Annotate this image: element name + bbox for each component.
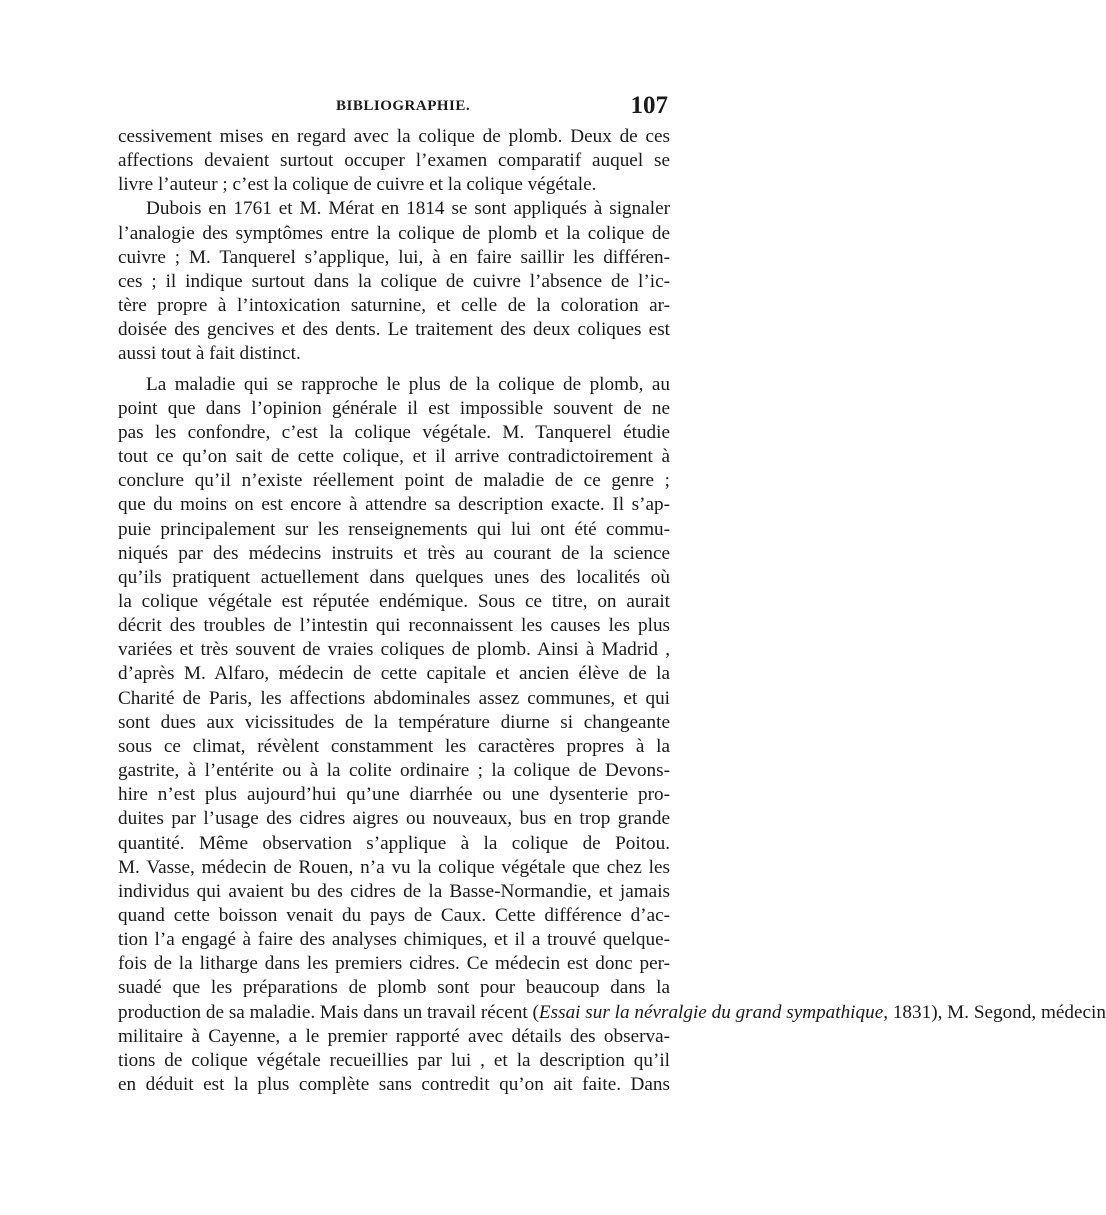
text-line: conclure qu’il n’existe réellement point de maladie de ce genre ; (118, 470, 670, 492)
text-line: l’analogie des symptômes entre la colique de plomb et la colique de (118, 222, 670, 244)
page-number: 107 (630, 92, 668, 119)
text-line: point que dans l’opinion générale il est impossible souvent de ne (118, 397, 670, 419)
text-line: tère propre à l’intoxication saturnine, et celle de la coloration ar- (118, 295, 670, 317)
text-line: variées et très souvent de vraies coliques de plomb. Ainsi à Madrid , (118, 639, 670, 661)
text-line: d’après M. Alfaro, médecin de cette capitale et ancien élève de la (118, 663, 670, 685)
text-line: en déduit est la plus complète sans contredit qu’on ait faite. Dans (118, 1074, 670, 1096)
text-line: aussi tout à fait distinct. (118, 343, 301, 365)
body-text (118, 125, 1106, 1097)
text-line: niqués par des médecins instruits et très au courant de la science (118, 542, 670, 564)
text-line-end: , 1831), M. Segond, médecin (883, 1001, 1106, 1023)
text-line: qu’ils pratiquent actuellement dans quelques unes des localités où (118, 566, 670, 588)
text-line: quand cette boisson venait du pays de Caux. Cette différence d’ac- (118, 905, 670, 926)
text-line: décrit des troubles de l’intestin qui reconnaissent les causes les plus (118, 615, 670, 637)
text-line: fois de la litharge dans les premiers cidres. Ce médecin est donc per- (118, 953, 670, 975)
text-line: Charité de Paris, les affections abdominales assez communes, et qui (118, 687, 670, 709)
text-line (118, 1001, 1106, 1025)
text-line: suadé que les préparations de plomb sont pour beaucoup dans la (118, 977, 670, 999)
text-line: que du moins on est encore à attendre sa description exacte. Il s’ap- (118, 494, 670, 516)
text-line: cuivre ; M. Tanquerel s’applique, lui, à en faire saillir les différen- (118, 246, 670, 268)
text-line: quantité. Même observation s’applique à la colique de Poitou. (118, 832, 670, 854)
text-line: tions de colique végétale recueillies par lui , et la description qu’il (118, 1049, 670, 1071)
cited-title: Essai sur la névralgie du grand sympathique (538, 1001, 884, 1023)
text-line: gastrite, à l’entérite ou à la colite ordinaire ; la colique de Devons- (118, 760, 670, 782)
text-line: livre l’auteur ; c’est la colique de cuivre et la colique végétale. (118, 174, 597, 196)
text-line: puie principalement sur les renseignements qui lui ont été commu- (118, 518, 670, 540)
text-line: tion l’a engagé à faire des analyses chimiques, et il a trouvé quelque- (118, 929, 670, 951)
text-line-start: production de sa maladie. Mais dans un travail récent ( (118, 1001, 539, 1023)
text-line: Dubois en 1761 et M. Mérat en 1814 se sont appliqués à signaler (146, 198, 670, 220)
text-line: sous ce climat, révèlent constamment les caractères propres à la (118, 735, 670, 757)
text-line: cessivement mises en regard avec la colique de plomb. Deux de ces (118, 126, 670, 147)
text-line: la colique végétale est réputée endémique. Sous ce titre, on aurait (118, 590, 670, 612)
running-head (128, 92, 668, 122)
text-line: La maladie qui se rapproche le plus de la colique de plomb, au (146, 373, 670, 395)
text-line: militaire à Cayenne, a le premier rapporté avec détails des observa- (118, 1025, 670, 1047)
text-line: duites par l’usage des cidres aigres ou nouveaux, bus en trop grande (118, 808, 670, 830)
text-line: doisée des gencives et des dents. Le traitement des deux coliques est (118, 319, 670, 341)
text-line: pas les confondre, c’est la colique végétale. M. Tanquerel étudie (118, 421, 670, 443)
text-line: affections devaient surtout occuper l’examen comparatif auquel se (118, 150, 670, 172)
text-line: M. Vasse, médecin de Rouen, n’a vu la colique végétale que chez les (118, 856, 670, 878)
text-line: sont dues aux vicissitudes de la température diurne si changeante (118, 711, 670, 733)
running-title: BIBLIOGRAPHIE. (336, 98, 471, 114)
text-line: tout ce qu’on sait de cette colique, et il arrive contradictoirement à (118, 446, 670, 468)
text-line: hire n’est plus aujourd’hui qu’une diarrhée ou une dysenterie pro- (118, 784, 670, 806)
text-line: individus qui avaient bu des cidres de la Basse-Normandie, et jamais (118, 880, 670, 902)
text-line: ces ; il indique surtout dans la colique de cuivre l’absence de l’ic- (118, 270, 670, 292)
